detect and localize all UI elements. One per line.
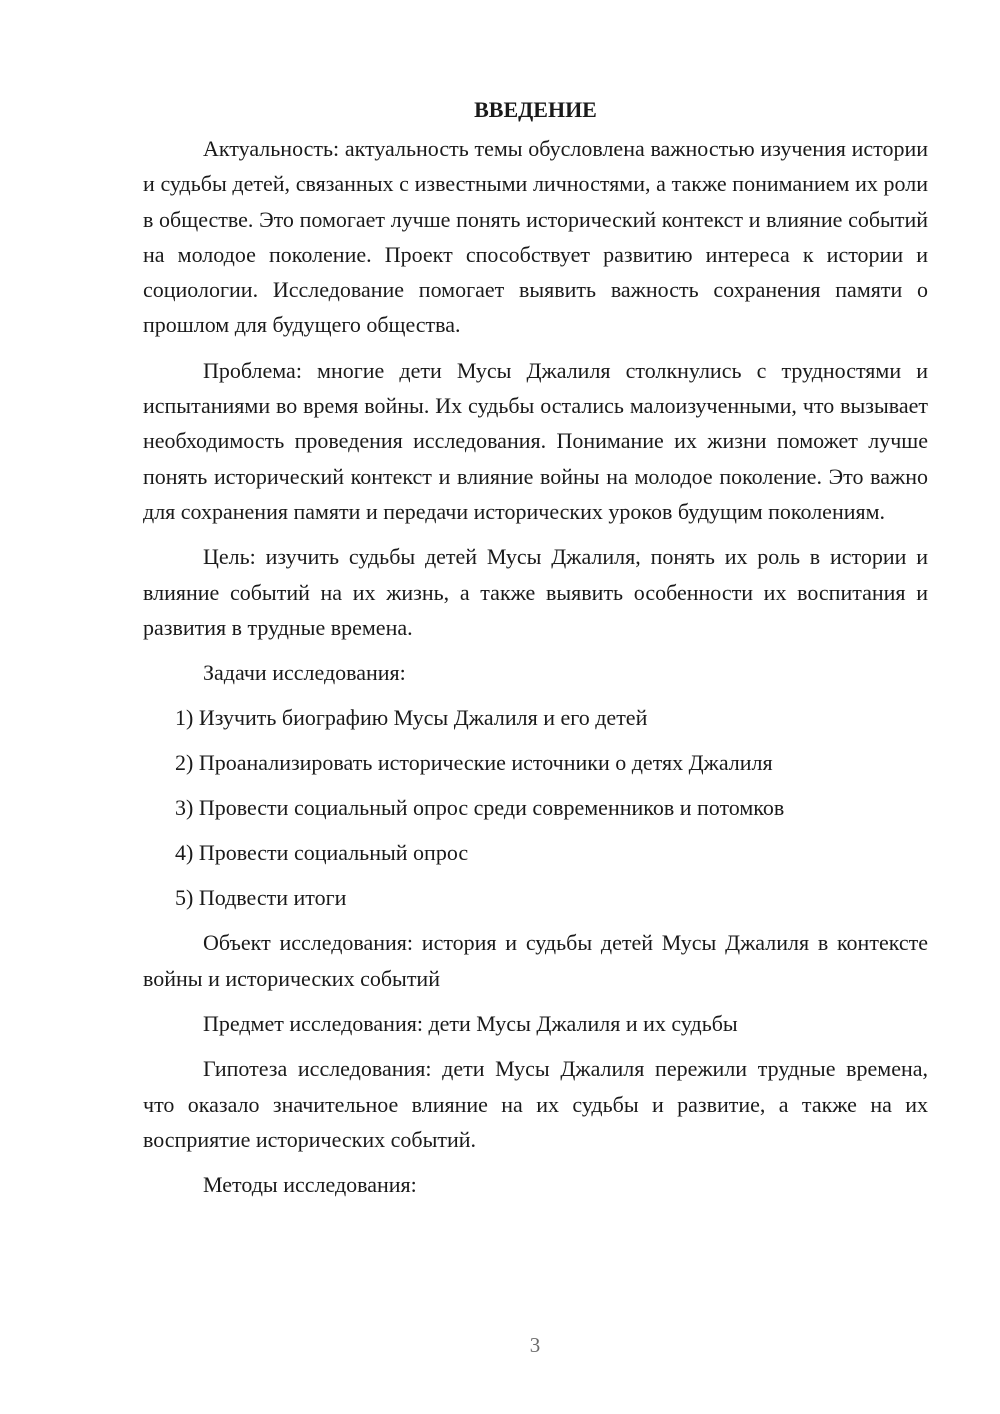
page-number: 3: [529, 1333, 541, 1357]
subject-paragraph: Предмет исследования: дети Мусы Джалиля и их судьбы: [203, 1011, 738, 1037]
list-item: 2) Проанализировать исторические источники о детях Джалиля: [175, 750, 773, 776]
list-item: 3) Провести социальный опрос среди современников и потомков: [175, 795, 785, 821]
tasks-list: [143, 700, 928, 915]
problem-paragraph: Проблема: многие дети Мусы Джалиля столкнулись с трудностями и испытаниями во время войны. Их судьбы остались малоизученными, что вызывает необходимость проведения исследования. Понимание их жизни поможет лучше понять исторический контекст и влияние войны на молодое поколение. Это важно для сохранения памяти и передачи исторических уроков будущим поколениям.: [143, 357, 928, 524]
document-page: [143, 95, 928, 1213]
list-item: 1) Изучить биографию Мусы Джалиля и его детей: [175, 705, 648, 731]
object-paragraph: Объект исследования: история и судьбы детей Мусы Джалиля в контексте войны и исторических событий: [143, 930, 928, 991]
methods-heading: Методы исследования:: [203, 1172, 417, 1198]
hypothesis-paragraph: Гипотеза исследования: дети Мусы Джалиля пережили трудные времена, что оказало значительное влияние на их судьбы и развитие, а также на их восприятие исторических событий.: [143, 1056, 928, 1152]
section-title: ВВЕДЕНИЕ: [474, 97, 597, 122]
list-item: 5) Подвести итоги: [175, 885, 347, 911]
goal-paragraph: Цель: изучить судьбы детей Мусы Джалиля, понять их роль в истории и влияние событий на их жизнь, а также выявить особенности их воспитания и развития в трудные времена.: [143, 544, 928, 640]
relevance-paragraph: Актуальность: актуальность темы обусловлена важностью изучения истории и судьбы детей, связанных с известными личностями, а также пониманием их роли в обществе. Это помогает лучше понять исторический контекст и влияние событий на молодое поколение. Проект способствует развитию интереса к истории и социологии. Исследование помогает выявить важность сохранения памяти о прошлом для будущего общества.: [143, 136, 928, 338]
list-item: 4) Провести социальный опрос: [175, 840, 469, 866]
tasks-heading: Задачи исследования:: [203, 660, 406, 686]
